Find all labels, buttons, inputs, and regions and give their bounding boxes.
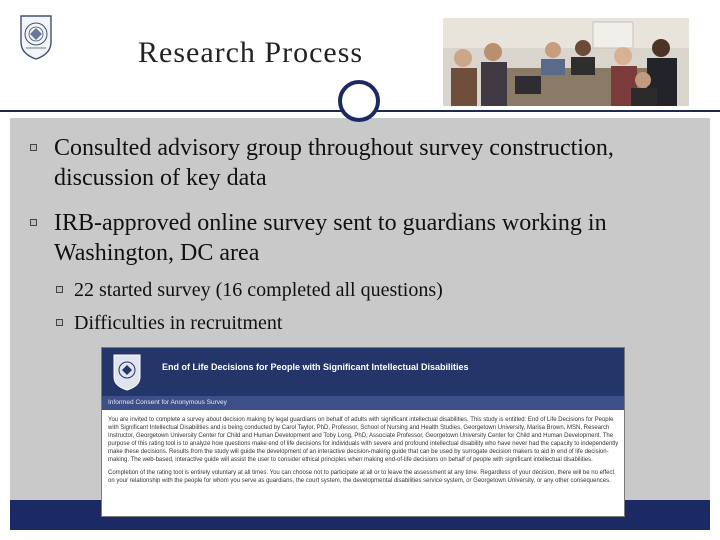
subbullet-marker-icon — [56, 286, 63, 293]
subbullet-text: Difficulties in recruitment — [74, 312, 283, 334]
bullet-text: IRB-approved online survey sent to guardians working in Washington, DC area — [54, 210, 607, 266]
advisory-group-photo — [443, 18, 689, 106]
subbullet-recruitment — [56, 309, 676, 337]
bullet-advisory-group — [30, 133, 690, 193]
survey-header — [102, 348, 625, 396]
survey-paragraph: You are invited to complete a survey about decision making by legal guardians on behalf of adults with significant intellectual disabilities. This study is entitled: End of Life Decisions for People with Significant Intellectual Disabilities and is being conducted by Carol Taylor, PhD, Professor, School of Nursing and Health Studies, Georgetown University, Marisa Brown, MSN, Research Instructor, Georgetown University Center for Child and Human Development and Toby Long, PhD, Associate Professor, Georgetown University Center for Child and Human Development. The purpose of this rating tool is to analyze how questions make end of life decisions for individuals with severe and profound intellectual disability who have never had the capacity to independently make these decisions. Results from the study will guide the development of an interactive decision-making guide that can be used by surrogate decision makers to aid in end of life decision-making. The web-based, interactive guide will assist the user to consider ethical principles when making end-of-life decisions on behalf of people with significant intellectual disabilities. — [108, 417, 619, 463]
survey-subheader: Informed Consent for Anonymous Survey — [102, 396, 625, 410]
slide-title: Research Process — [138, 36, 364, 69]
bullet-marker-icon — [30, 219, 37, 226]
divider-circle — [338, 80, 380, 122]
subbullet-marker-icon — [56, 319, 63, 326]
survey-body — [108, 416, 620, 490]
survey-header-title: End of Life Decisions for People with Significant Intellectual Disabilities — [162, 362, 469, 372]
bullet-text: Consulted advisory group throughout survey construction, discussion of key data — [54, 135, 614, 191]
university-seal-logo — [18, 14, 54, 60]
subbullet-text: 22 started survey (16 completed all questions) — [74, 279, 443, 301]
bullet-marker-icon — [30, 144, 37, 151]
survey-paragraph: Completion of the rating tool is entirely voluntary at all times. You can choose not to participate at all or to leave the assessment at any time. Regardless of your decision, there will be no effect on your relationship with the people for whom you serve as guardians, the court system, the developmental disabilities service system, or Georgetown University, or any other consequences. — [108, 470, 615, 484]
bullet-irb-survey — [30, 208, 690, 268]
subbullet-started-survey — [56, 276, 676, 304]
survey-seal-logo — [112, 353, 142, 391]
survey-screenshot — [101, 347, 625, 517]
